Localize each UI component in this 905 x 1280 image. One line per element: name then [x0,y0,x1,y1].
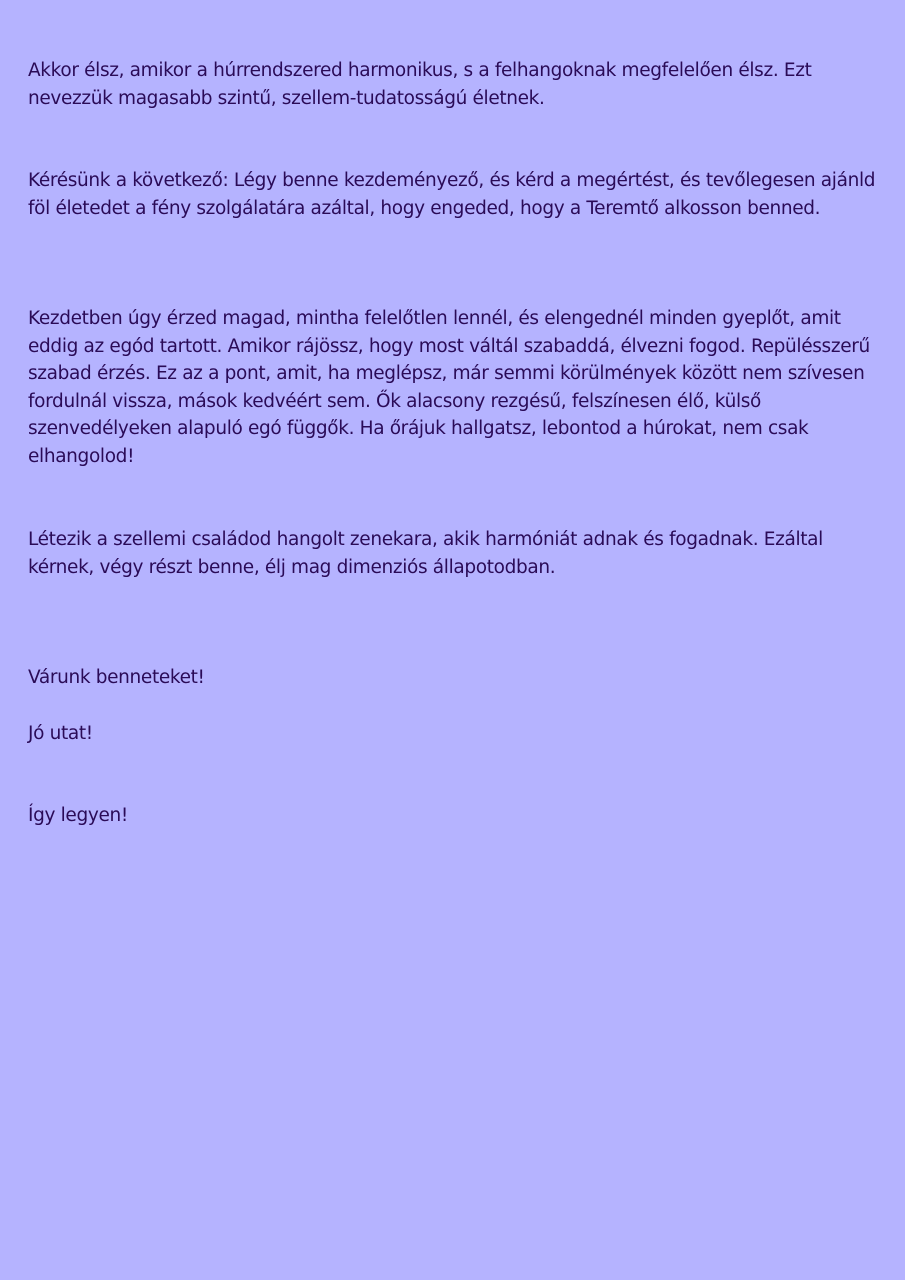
paragraph-1: Akkor élsz, amikor a húrrendszered harmonikus, s a felhangoknak megfelelően élsz. Ezt nevezzük magasabb szintű, szellem-tudatosságú életnek. [28,60,812,109]
paragraph-2: Kérésünk a következő: Légy benne kezdeményező, és kérd a megértést, és tevőlegesen ajánld föl életedet a fény szolgálatára azáltal, hogy engeded, hogy a Teremtő alkosson benned. [28,170,876,219]
closing-line-1: Várunk benneteket! [28,667,205,688]
paragraph-3: Kezdetben úgy érzed magad, mintha felelőtlen lennél, és elengednél minden gyeplőt, amit eddig az egód tartott. Amikor rájössz, hogy most váltál szabaddá, élvezni fogod. Repülésszerű szabad érzés. Ez az a pont, amit, ha meglépsz, már semmi körülmények között nem szívesen fordulnál vissza, mások kedvéért sem. Ők alacsony rezgésű, felszínesen élő, külső szenvedélyeken alapuló egó függők. Ha őrájuk hallgatsz, lebontod a húrokat, nem csak elhangolod! [28,308,870,467]
closing-line-3: Így legyen! [28,805,128,826]
paragraph-4: Létezik a szellemi családod hangolt zenekara, akik harmóniát adnak és fogadnak. Ezáltal kérnek, végy részt benne, élj mag dimenziós állapotodban. [28,529,823,578]
closing-line-2: Jó utat! [28,723,93,744]
